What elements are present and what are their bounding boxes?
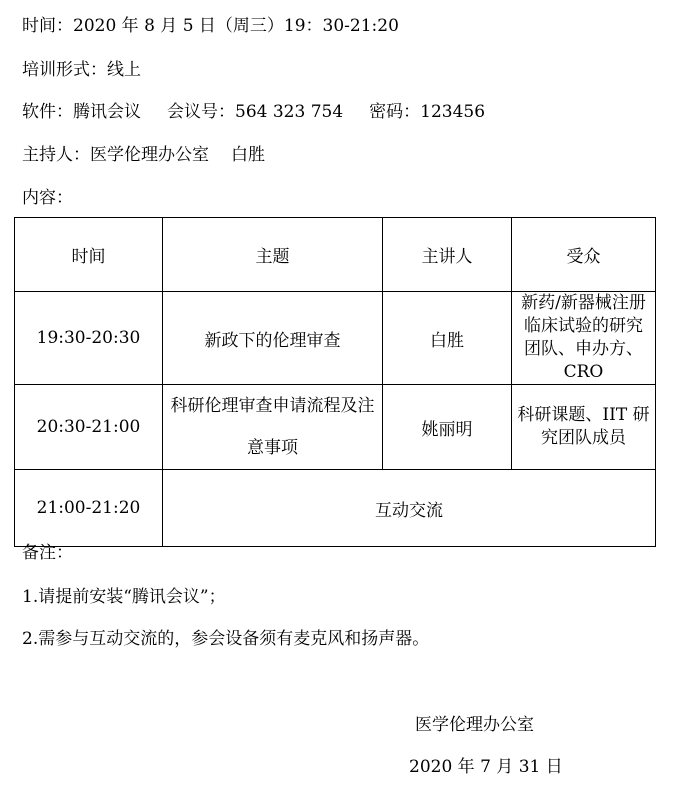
- column-header-speaker: 主讲人: [383, 218, 512, 292]
- note-item: 2.需参与互动交流的，参会设备须有麦克风和扬声器。: [22, 629, 430, 649]
- training-format-label: 培训形式：: [22, 60, 107, 80]
- host-name: 白胜: [231, 145, 265, 165]
- software-line: [22, 102, 485, 122]
- session-audience: 新药/新器械注册临床试验的研究团队、申办方、CRO: [512, 292, 656, 385]
- time-label: 时间：: [22, 16, 73, 36]
- host-label: 主持人：: [22, 145, 90, 165]
- time-line: [22, 16, 399, 36]
- session-speaker: 白胜: [383, 292, 512, 385]
- content-label: 内容：: [22, 188, 73, 208]
- note-item: 1.请提前安装“腾讯会议”；: [22, 587, 226, 607]
- schedule-table: [14, 217, 656, 547]
- column-header-audience: 受众: [512, 218, 656, 292]
- session-topic: 科研伦理审查申请流程及注意事项: [163, 385, 383, 470]
- meeting-id-label: 会议号：: [167, 102, 235, 122]
- table-row: [15, 470, 656, 547]
- table-row: [15, 385, 656, 470]
- software-label: 软件：: [22, 102, 73, 122]
- notes-label: 备注：: [22, 543, 73, 563]
- session-time: 21:00-21:20: [15, 470, 163, 547]
- table-row: [15, 292, 656, 385]
- signature-date: 2020 年 7 月 31 日: [409, 757, 563, 777]
- host-office: 医学伦理办公室: [90, 145, 209, 165]
- host-line: [22, 145, 265, 165]
- password-value: 123456: [420, 102, 486, 122]
- password-label: 密码：: [369, 102, 421, 122]
- table-header-row: [15, 218, 656, 292]
- signature-org: 医学伦理办公室: [415, 715, 534, 735]
- session-time: 20:30-21:00: [15, 385, 163, 470]
- session-speaker: 姚丽明: [383, 385, 512, 470]
- session-time: 19:30-20:30: [15, 292, 163, 385]
- training-format-line: [22, 60, 141, 80]
- column-header-topic: 主题: [163, 218, 383, 292]
- time-value: 2020 年 8 月 5 日（周三）19：30-21:20: [73, 16, 399, 36]
- session-topic: 新政下的伦理审查: [163, 292, 383, 385]
- meeting-id-value: 564 323 754: [235, 102, 344, 122]
- session-topic: 互动交流: [163, 470, 656, 547]
- software-value: 腾讯会议: [73, 102, 141, 122]
- column-header-time: 时间: [15, 218, 163, 292]
- training-format-value: 线上: [107, 60, 141, 80]
- session-audience: 科研课题、IIT 研究团队成员: [512, 385, 656, 470]
